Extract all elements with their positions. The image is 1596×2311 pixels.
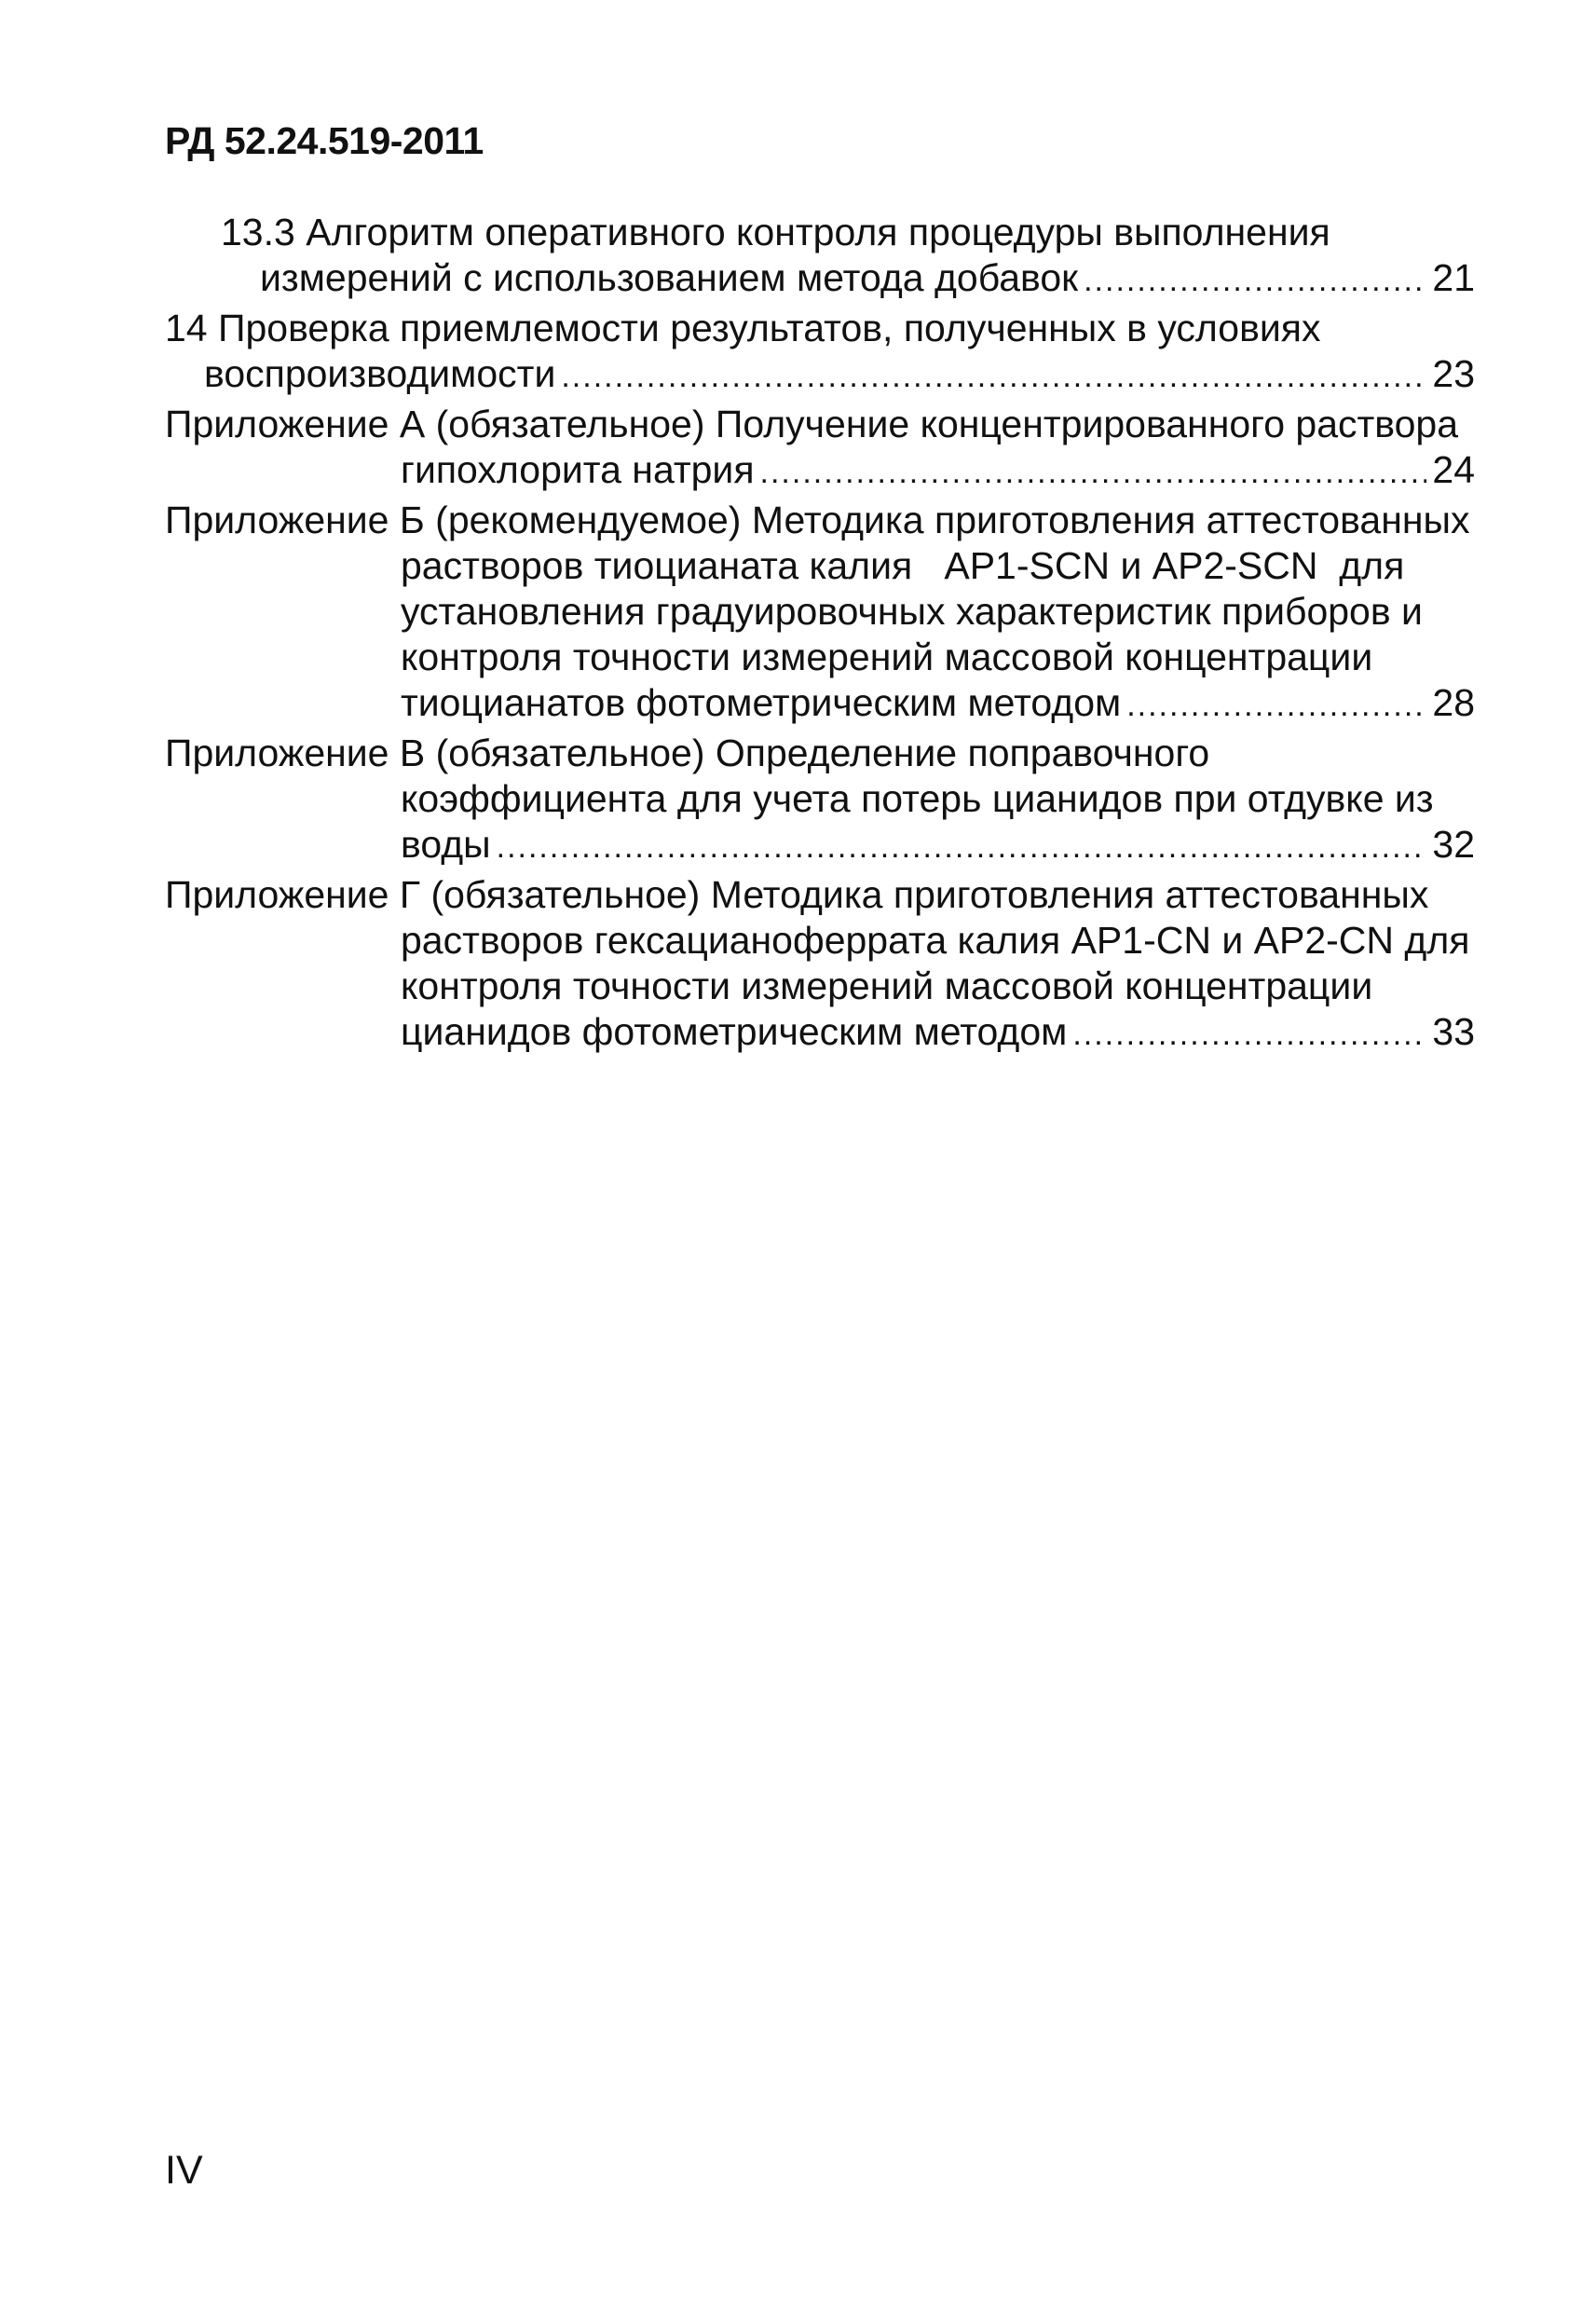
toc-entry-text-line: воспроизводимости [204,352,556,395]
toc-entry-text-line: контроля точности измерений массовой концентрации [401,636,1373,678]
toc-entry-text-line: растворов гексацианоферрата калия АР1-CN и АР2-CN для [401,919,1470,962]
dot-leader [1084,258,1426,304]
toc-page-number: 21 [1432,256,1475,299]
toc-entry-text-line: установления градуировочных характеристик приборов и [401,590,1423,633]
dot-leader [561,354,1426,400]
toc-entry-last-line [221,255,1475,304]
toc-entry-text-line: растворов тиоцианата калия АР1-SCN и АР2-SCN для [401,544,1405,587]
toc-entry-text-line: измерений с использованием метода добавок [260,256,1079,299]
toc-entry-text-line: Приложение В (обязательное) Определение поправочного [165,732,1210,774]
toc-entry-appendix-v[interactable] [165,731,1475,870]
document-code-header: РД 52.24.519-2011 [165,119,484,162]
toc-entry-13-3[interactable] [221,210,1475,304]
toc-entry-last-line [165,1009,1475,1058]
toc-entry-text-line: 14 Проверка приемлемости результатов, полученных в условиях [165,307,1321,349]
toc-entry-appendix-a[interactable] [165,402,1475,496]
toc-page-number: 32 [1432,823,1475,866]
toc-entry-text-line: тиоцианатов фотометрическим методом [401,681,1122,724]
dot-leader [1126,683,1426,729]
toc-entry-appendix-b[interactable] [165,498,1475,729]
toc-entry-text-line: контроля точности измерений массовой концентрации [401,964,1373,1007]
toc-entry-last-line [165,351,1475,400]
toc-entry-text-line: Приложение Б (рекомендуемое) Методика приготовления аттестованных [165,499,1470,541]
toc-entry-text-line: Приложение А (обязательное) Получение концентрированного раствора [165,403,1459,445]
table-of-contents [0,210,1596,1058]
toc-page-number: 33 [1432,1010,1475,1053]
toc-entry-last-line [165,680,1475,729]
dot-leader [1072,1012,1426,1058]
toc-entry-text-line: цианидов фотометрическим методом [401,1010,1068,1053]
toc-page-number: 23 [1432,352,1475,395]
toc-entry-text-line: Приложение Г (обязательное) Методика приготовления аттестованных [165,873,1429,916]
toc-entry-text-line: коэффициента для учета потерь цианидов при отдувке из [401,777,1434,820]
toc-entry-text-line: гипохлорита натрия [401,448,755,491]
dot-leader [497,825,1427,870]
dot-leader [760,450,1427,496]
page-number: IV [165,2148,203,2193]
toc-entry-text-line: воды [401,823,491,866]
toc-entry-14[interactable] [165,306,1475,400]
toc-page-number: 24 [1432,448,1475,491]
toc-page-number: 28 [1432,681,1475,724]
toc-entry-appendix-g[interactable] [165,872,1475,1058]
toc-entry-text-line: 13.3 Алгоритм оперативного контроля процедуры выполнения [221,211,1330,253]
toc-entry-last-line [165,822,1475,870]
toc-entry-last-line [165,447,1475,496]
